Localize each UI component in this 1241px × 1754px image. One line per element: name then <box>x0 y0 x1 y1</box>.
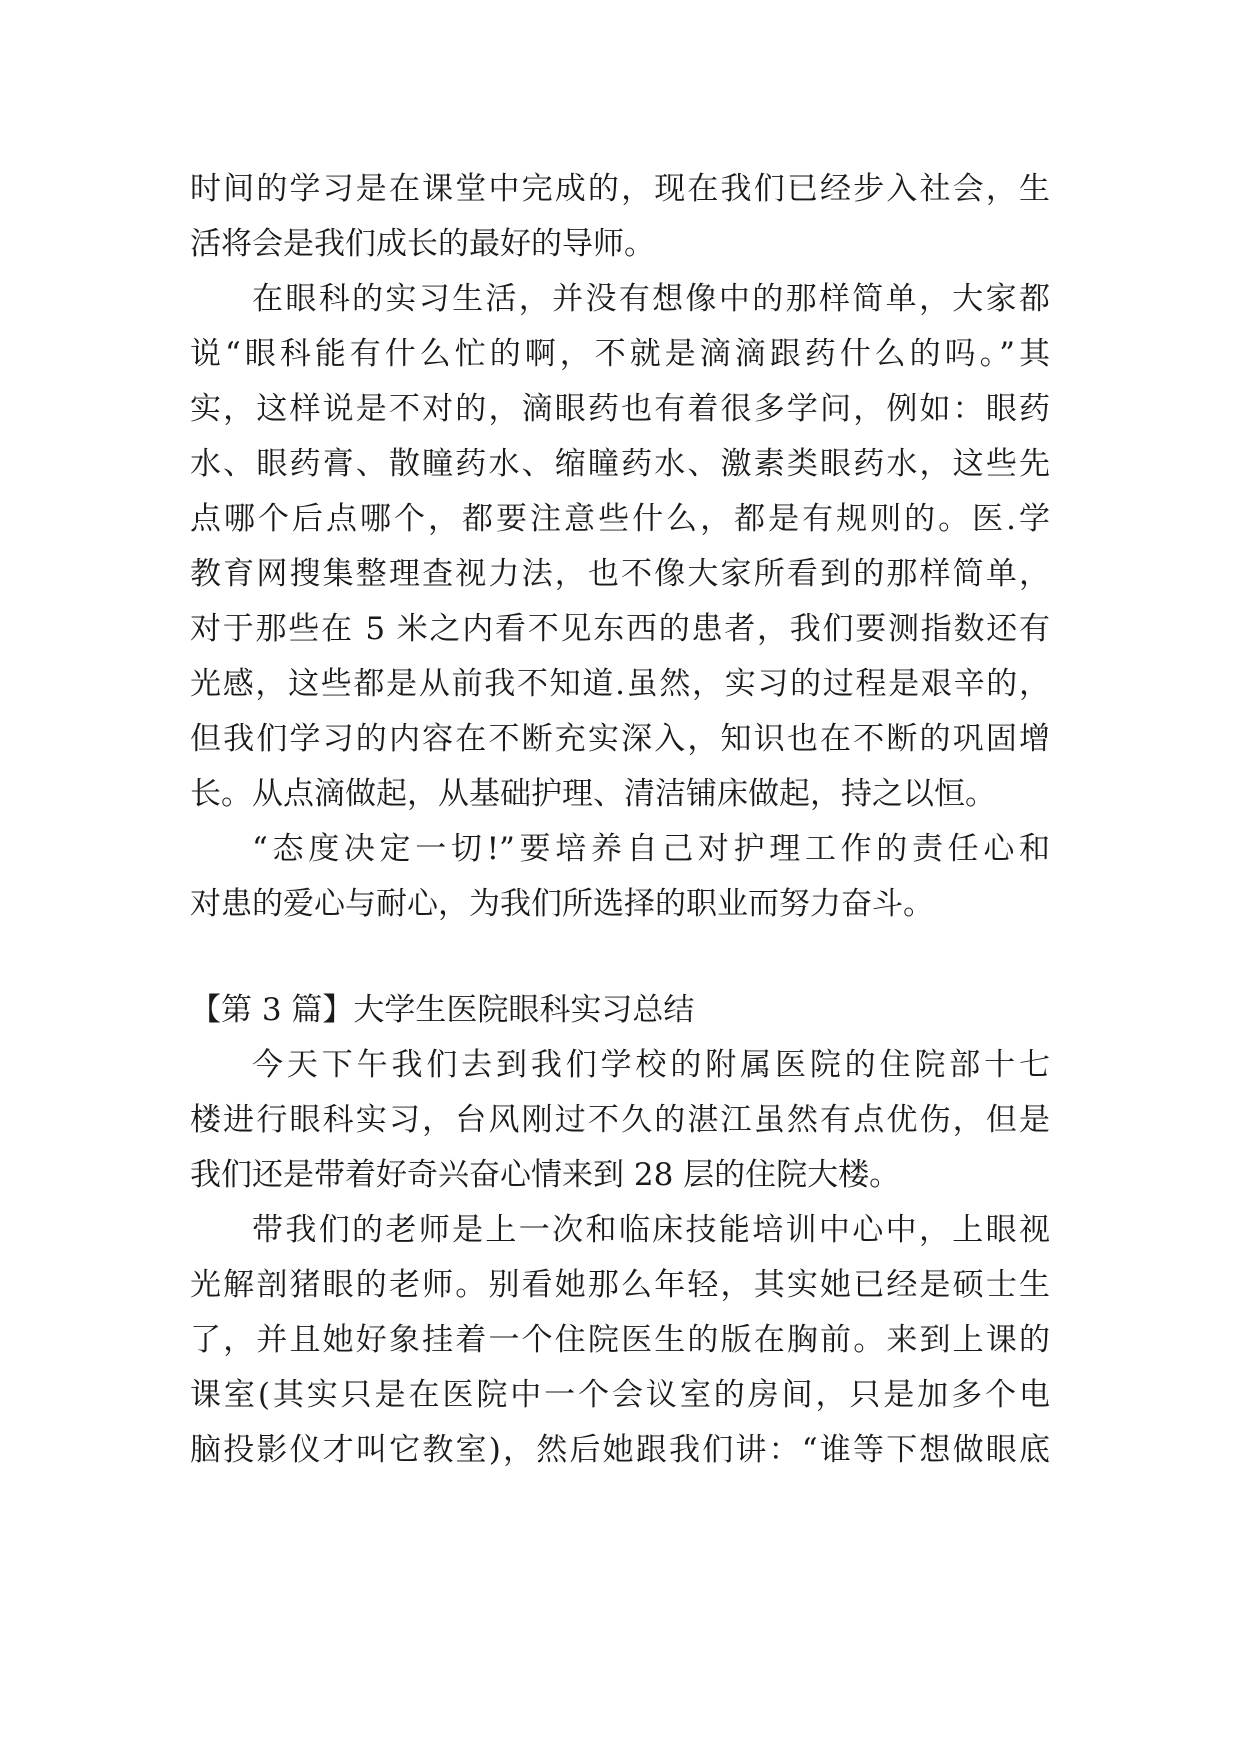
text-line: 在眼科的实习生活，并没有想像中的那样简单，大家都 <box>252 281 1050 317</box>
text-line: 了，并且她好象挂着一个住院医生的版在胸前。来到上课的 <box>190 1322 1050 1358</box>
text-line: 脑投影仪才叫它教室)，然后她跟我们讲：“谁等下想做眼底 <box>190 1432 1050 1468</box>
text-line: 楼进行眼科实习，台风刚过不久的湛江虽然有点优伤，但是 <box>190 1102 1050 1138</box>
section-spacer <box>190 932 1050 983</box>
document-body <box>190 162 1050 1478</box>
paragraph <box>190 272 1050 822</box>
text-line: 对患的爱心与耐心，为我们所选择的职业而努力奋斗。 <box>190 886 934 922</box>
paragraph <box>190 1038 1050 1203</box>
text-line: 活将会是我们成长的最好的导师。 <box>190 226 655 262</box>
section-heading: 【第 3 篇】大学生医院眼科实习总结 <box>190 992 695 1028</box>
text-line: 水、眼药膏、散瞳药水、缩瞳药水、激素类眼药水，这些先 <box>190 446 1050 482</box>
paragraph <box>190 1203 1050 1478</box>
text-line: 时间的学习是在课堂中完成的，现在我们已经步入社会，生 <box>190 171 1050 207</box>
text-line: 光感，这些都是从前我不知道.虽然，实习的过程是艰辛的， <box>190 666 1050 702</box>
text-line: 说“眼科能有什么忙的啊，不就是滴滴跟药什么的吗。”其 <box>190 336 1050 372</box>
text-line: 带我们的老师是上一次和临床技能培训中心中，上眼视 <box>252 1212 1050 1248</box>
text-line: 今天下午我们去到我们学校的附属医院的住院部十七 <box>252 1047 1050 1083</box>
text-line: 点哪个后点哪个，都要注意些什么，都是有规则的。医.学 <box>190 501 1050 537</box>
text-line: 但我们学习的内容在不断充实深入，知识也在不断的巩固增 <box>190 721 1050 757</box>
text-line: 我们还是带着好奇兴奋心情来到 28 层的住院大楼。 <box>190 1157 901 1193</box>
text-line: 教育网搜集整理查视力法，也不像大家所看到的那样简单， <box>190 556 1050 592</box>
paragraph <box>190 822 1050 932</box>
text-line: 课室(其实只是在医院中一个会议室的房间，只是加多个电 <box>190 1377 1050 1413</box>
text-line: 实，这样说是不对的，滴眼药也有着很多学问，例如：眼药 <box>190 391 1050 427</box>
text-line: “态度决定一切!”要培养自己对护理工作的责任心和 <box>252 831 1050 867</box>
text-line: 光解剖猪眼的老师。别看她那么年轻，其实她已经是硕士生 <box>190 1267 1050 1303</box>
text-line: 对于那些在 5 米之内看不见东西的患者，我们要测指数还有 <box>190 611 1050 647</box>
paragraph <box>190 162 1050 272</box>
text-line: 长。从点滴做起，从基础护理、清洁铺床做起，持之以恒。 <box>190 776 996 812</box>
